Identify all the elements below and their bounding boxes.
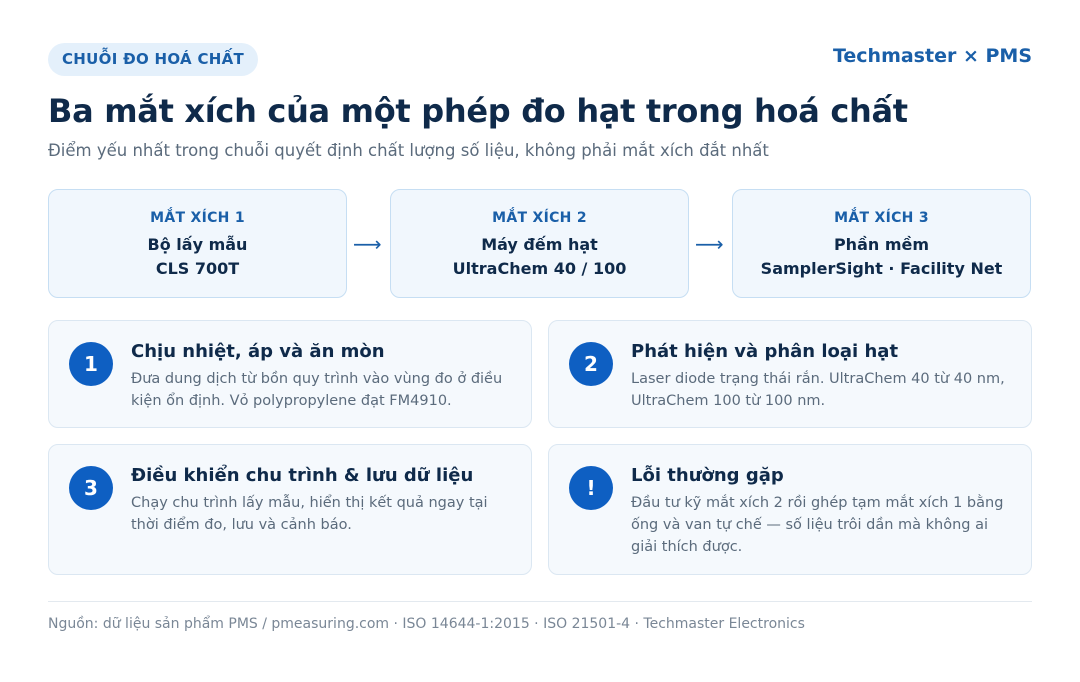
number-badge-icon: 2 bbox=[569, 342, 613, 386]
page-subtitle: Điểm yếu nhất trong chuỗi quyết định chất lượng số liệu, không phải mắt xích đắt nhất bbox=[48, 141, 769, 160]
feature-card-3 bbox=[48, 444, 532, 575]
chain-link-name: Bộ lấy mẫu bbox=[147, 235, 248, 254]
warning-card bbox=[548, 444, 1032, 575]
chain-link-1 bbox=[48, 189, 347, 298]
feature-card-1 bbox=[48, 320, 532, 428]
chain-link-model: CLS 700T bbox=[155, 259, 240, 278]
arrow-right-icon: ⟶ bbox=[695, 232, 724, 256]
chain-link-model: SamplerSight · Facility Net bbox=[760, 259, 1003, 278]
number-badge-icon: 1 bbox=[69, 342, 113, 386]
chain-link-name: Máy đếm hạt bbox=[481, 235, 598, 254]
card-text: Chạy chu trình lấy mẫu, hiển thị kết quả ngay tại thời điểm đo, lưu và cảnh báo. bbox=[131, 495, 488, 533]
card-title: Lỗi thường gặp bbox=[631, 465, 784, 486]
footer-divider bbox=[48, 601, 1032, 602]
source-footer: Nguồn: dữ liệu sản phẩm PMS / pmeasuring.com · ISO 14644-1:2015 · ISO 21501-4 · Techmaster Electronics bbox=[48, 616, 805, 632]
card-text: Laser diode trạng thái rắn. UltraChem 40 từ 40 nm, UltraChem 100 từ 100 nm. bbox=[631, 371, 1005, 409]
page-title: Ba mắt xích của một phép đo hạt trong hoá chất bbox=[48, 92, 908, 130]
chain-link-label: MẮT XÍCH 2 bbox=[492, 210, 587, 226]
chain-link-3 bbox=[732, 189, 1031, 298]
chain-link-model: UltraChem 40 / 100 bbox=[452, 259, 627, 278]
number-badge-icon: 3 bbox=[69, 466, 113, 510]
brand-logo-text: Techmaster × PMS bbox=[832, 45, 1032, 67]
chain-link-name: Phần mềm bbox=[833, 235, 930, 254]
category-tag: CHUỖI ĐO HOÁ CHẤT bbox=[48, 43, 258, 76]
arrow-right-icon: ⟶ bbox=[353, 232, 382, 256]
card-title: Điều khiển chu trình & lưu dữ liệu bbox=[131, 465, 474, 486]
chain-link-label: MẮT XÍCH 1 bbox=[150, 210, 245, 226]
card-text: Đưa dung dịch từ bồn quy trình vào vùng đo ở điều kiện ổn định. Vỏ polypropylene đạt FM4910. bbox=[131, 371, 503, 409]
feature-card-2 bbox=[548, 320, 1032, 428]
chain-link-2 bbox=[390, 189, 689, 298]
warning-icon: ! bbox=[569, 466, 613, 510]
card-title: Phát hiện và phân loại hạt bbox=[631, 341, 899, 362]
chain-link-label: MẮT XÍCH 3 bbox=[834, 210, 929, 226]
card-title: Chịu nhiệt, áp và ăn mòn bbox=[131, 341, 385, 362]
card-text: Đầu tư kỹ mắt xích 2 rồi ghép tạm mắt xích 1 bằng ống và van tự chế — số liệu trôi dần mà không ai giải thích được. bbox=[631, 495, 1004, 555]
